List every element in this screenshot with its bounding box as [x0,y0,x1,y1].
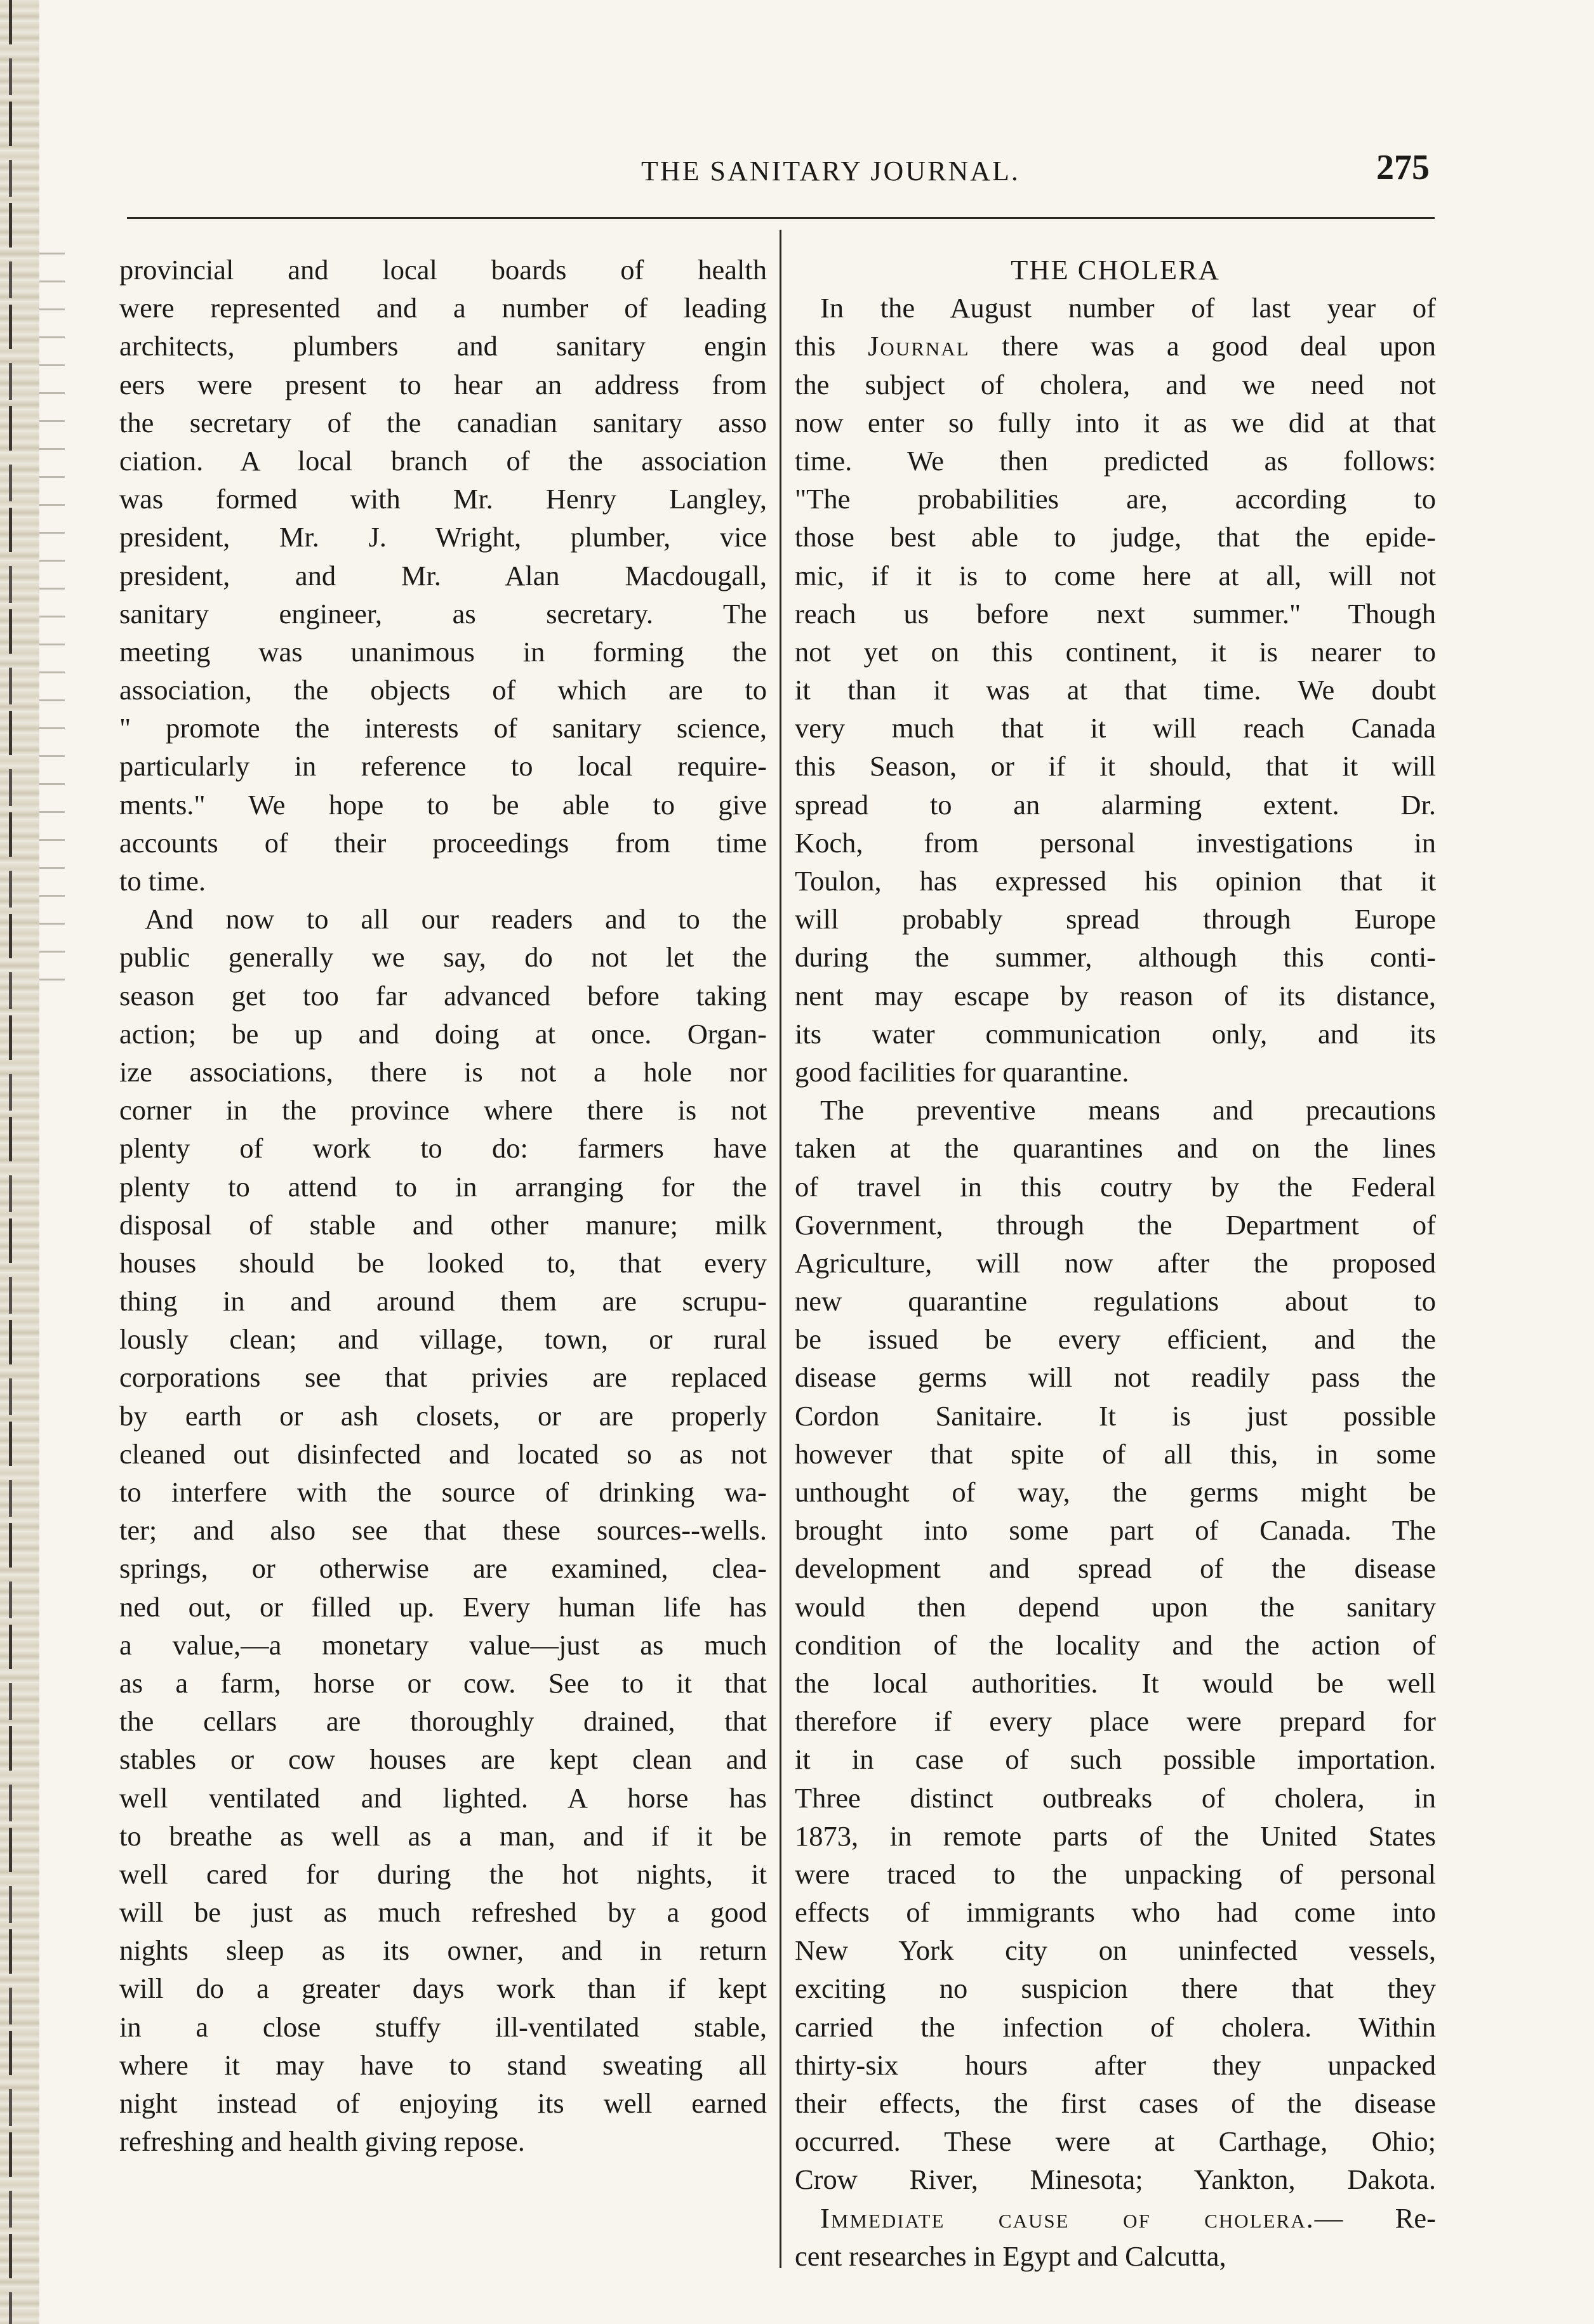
text-line: as a farm, horse or cow. See to it that [119,1667,767,1699]
text-line: its water communication only, and its [795,1017,1436,1050]
text-fragment: there was a good deal upon [1002,330,1436,362]
text-line: the subject of cholera, and we need not [795,368,1436,400]
text-line: will probably spread through Europe [795,903,1436,935]
text-line: plenty of work to do: farmers have [119,1132,767,1165]
binding-line [9,0,12,2324]
text-line: Government, through the Department of [795,1208,1436,1241]
text-line: corporations see that privies are replaced [119,1361,767,1394]
text-line: not yet on this continent, it is nearer to [795,635,1436,668]
left-column [119,251,767,2160]
text-line: 1873, in remote parts of the United States [795,1819,1436,1852]
text-line: Three distinct outbreaks of cholera, in [795,1781,1436,1814]
text-line: it than it was at that time. We doubt [795,674,1436,706]
text-line: well cared for during the hot nights, it [119,1858,767,1890]
text-line: springs, or otherwise are examined, clea- [119,1552,767,1585]
text-line: New York city on uninfected vessels, [795,1934,1436,1967]
text-line: were traced to the unpacking of personal [795,1858,1436,1890]
text-line: now enter so fully into it as we did at that [795,406,1436,439]
text-line: new quarantine regulations about to [795,1285,1436,1317]
text-line: however that spite of all this, in some [795,1437,1436,1470]
text-line: meeting was unanimous in forming the [119,635,767,668]
text-line: night instead of enjoying its well earned [119,2087,767,2119]
text-line: brought into some part of Canada. The [795,1514,1436,1547]
text-line: the local authorities. It would be well [795,1667,1436,1699]
text-line: provincial and local boards of health [119,254,767,286]
text-line: during the summer, although this conti- [795,941,1436,974]
right-column [795,251,1436,2275]
text-line: good facilities for quarantine. [795,1055,1129,1088]
text-line: were represented and a number of leading [119,292,767,324]
text-line: cent researches in Egypt and Calcutta, [795,2240,1226,2272]
text-line: development and spread of the disease [795,1552,1436,1585]
text-line [795,327,1436,365]
text-line: nent may escape by reason of its distance, [795,979,1436,1012]
journal-word: Journal [868,330,970,362]
text-line: houses should be looked to, that every [119,1246,767,1279]
text-line: therefore if every place were prepard for [795,1705,1436,1738]
text-line: ter; and also see that these sources--wells. [119,1514,767,1547]
text-line: ciation. A local branch of the association [119,444,767,477]
text-line: taken at the quarantines and on the lines [795,1132,1436,1165]
text-line: those best able to judge, that the epide- [795,521,1436,553]
binding-marks [39,241,65,1003]
text-line: thirty-six hours after they unpacked [795,2049,1436,2081]
text-line: accounts of their proceedings from time [119,826,767,859]
subhead: Immediate cause of cholera. [820,2202,1315,2234]
text-line: would then depend upon the sanitary [795,1590,1436,1623]
text-line: to time. [119,865,206,897]
text-line: occurred. These were at Carthage, Ohio; [795,2125,1436,2158]
text-line: president, and Mr. Alan Macdougall, [119,559,767,591]
text-line: mic, if it is to come here at all, will not [795,559,1436,591]
text-line: their effects, the first cases of the disease [795,2087,1436,2119]
text-line: a value,—a monetary value—just as much [119,1628,767,1661]
text-line: stables or cow houses are kept clean and [119,1743,767,1776]
text-line: refreshing and health giving repose. [119,2125,525,2158]
text-line: ments." We hope to be able to give [119,788,767,821]
text-line: this Season, or if it should, that it will [795,750,1436,782]
text-line: condition of the locality and the action of [795,1628,1436,1661]
subhead-line [795,2199,1436,2237]
text-line: And now to all our readers and to the [145,903,767,935]
text-line: Koch, from personal investigations in [795,826,1436,859]
page-header [102,147,1441,204]
text-line: well ventilated and lighted. A horse has [119,1781,767,1814]
text-line: season get too far advanced before taking [119,979,767,1012]
page-number: 275 [1376,148,1430,187]
text-line: In the August number of last year of [820,292,1436,324]
text-line: plenty to attend to in arranging for the [119,1170,767,1203]
text-line: very much that it will reach Canada [795,712,1436,744]
text-line: eers were present to hear an address from [119,368,767,400]
text-line: in a close stuffy ill-ventilated stable, [119,2010,767,2043]
text-line: to breathe as well as a man, and if it be [119,1819,767,1852]
text-line: ize associations, there is not a hole nor [119,1055,767,1088]
text-line: corner in the province where there is not [119,1094,767,1126]
text-line: nights sleep as its owner, and in return [119,1934,767,1967]
text-line: reach us before next summer." Though [795,597,1436,630]
column-rule [780,230,781,2268]
text-line: Crow River, Minesota; Yankton, Dakota. [795,2163,1436,2196]
text-line: ned out, or filled up. Every human life has [119,1590,767,1623]
text-line: was formed with Mr. Henry Langley, [119,483,767,515]
text-fragment: this [795,330,836,362]
text-line: "The probabilities are, according to [795,483,1436,515]
text-line: action; be up and doing at once. Organ- [119,1017,767,1050]
text-fragment: — Re- [1314,2202,1436,2234]
article-heading: THE CHOLERA [1011,254,1220,286]
text-line: Agriculture, will now after the proposed [795,1246,1436,1279]
text-line: president, Mr. J. Wright, plumber, vice [119,521,767,553]
text-line: association, the objects of which are to [119,674,767,706]
text-line: Toulon, has expressed his opinion that it [795,865,1436,897]
text-line: particularly in reference to local require- [119,750,767,782]
text-line: disposal of stable and other manure; milk [119,1208,767,1241]
text-line: where it may have to stand sweating all [119,2049,767,2081]
text-line: cleaned out disinfected and located so as not [119,1437,767,1470]
text-line: exciting no suspicion there that they [795,1972,1436,2005]
running-title: THE SANITARY JOURNAL. [641,155,1020,187]
text-line: disease germs will not readily pass the [795,1361,1436,1394]
text-line: public generally we say, do not let the [119,941,767,974]
text-line: will be just as much refreshed by a good [119,1896,767,1929]
text-line: Cordon Sanitaire. It is just possible [795,1399,1436,1432]
header-rule [127,217,1435,219]
text-line: to interfere with the source of drinking wa- [119,1476,767,1508]
text-line: the cellars are thoroughly drained, that [119,1705,767,1738]
binding-edge [0,0,39,2324]
text-line: effects of immigrants who had come into [795,1896,1436,1929]
text-line: of travel in this coutry by the Federal [795,1170,1436,1203]
text-line: carried the infection of cholera. Within [795,2010,1436,2043]
text-line: time. We then predicted as follows: [795,444,1436,477]
text-line: spread to an alarming extent. Dr. [795,788,1436,821]
text-line: thing in and around them are scrupu- [119,1285,767,1317]
text-line: lously clean; and village, town, or rural [119,1323,767,1356]
text-line: by earth or ash closets, or are properly [119,1399,767,1432]
text-line: The preventive means and precautions [820,1094,1436,1126]
text-line: the secretary of the canadian sanitary asso [119,406,767,439]
text-line: unthought of way, the germs might be [795,1476,1436,1508]
text-line: will do a greater days work than if kept [119,1972,767,2005]
text-line: " promote the interests of sanitary science, [119,712,767,744]
text-line: sanitary engineer, as secretary. The [119,597,767,630]
text-line: it in case of such possible importation. [795,1743,1436,1776]
text-line: architects, plumbers and sanitary engin [119,330,767,362]
text-line: be issued be every efficient, and the [795,1323,1436,1356]
